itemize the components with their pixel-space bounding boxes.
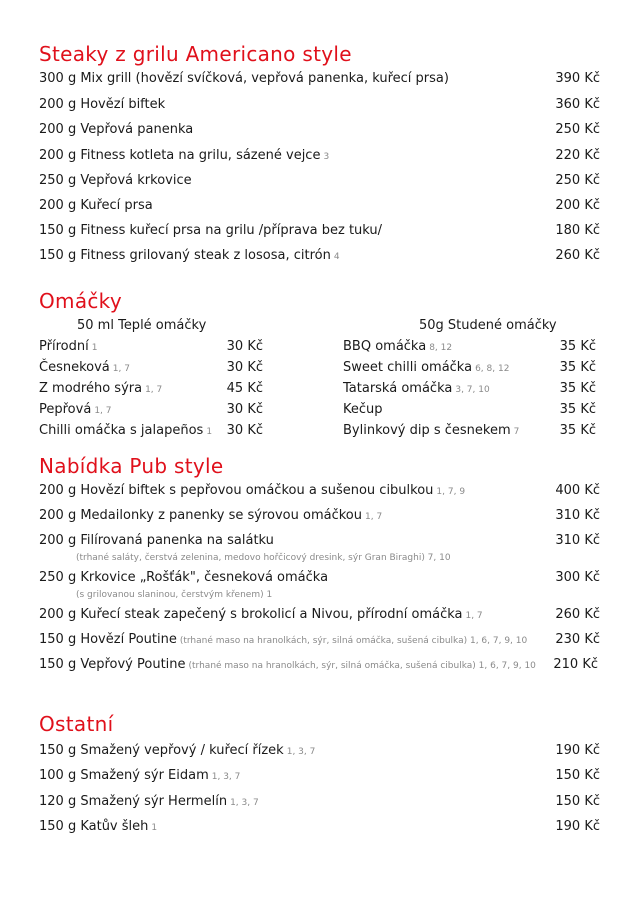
- item-price: 400 Kč: [555, 483, 600, 498]
- item-label: 150 g Fitness kuřecí prsa na grilu /příprava bez tuku/: [39, 223, 383, 238]
- sauce-label: BBQ omáčka: [343, 339, 427, 354]
- sauce-item: [39, 360, 263, 378]
- item-price: 260 Kč: [555, 248, 600, 263]
- menu-item: [39, 657, 600, 675]
- menu-item: [39, 794, 600, 812]
- menu-item: [39, 71, 600, 89]
- item-name: [39, 819, 157, 834]
- sauce-label: Chilli omáčka s jalapeños: [39, 423, 204, 438]
- item-label: 200 g Medailonky z panenky se sýrovou omáčkou: [39, 508, 363, 523]
- item-name: [39, 97, 165, 112]
- sauce-name: [39, 402, 112, 417]
- item-allergens: 1, 7: [365, 512, 383, 522]
- item-allergens: 1, 7, 9: [436, 487, 466, 497]
- item-allergens: 1, 3, 7: [211, 772, 241, 782]
- item-price: 150 Kč: [555, 768, 600, 783]
- sauce-name: [39, 423, 212, 438]
- sauce-item: [39, 402, 263, 420]
- item-label: 250 g Vepřová krkovice: [39, 173, 192, 188]
- item-label: 200 g Hovězí biftek s pepřovou omáčkou a sušenou cibulkou: [39, 483, 434, 498]
- item-allergens: 1, 3, 7: [230, 798, 259, 808]
- item-allergens: 3: [323, 152, 330, 162]
- sauce-label: Kečup: [343, 402, 383, 417]
- sauce-item: [343, 360, 596, 378]
- sauce-item: [39, 339, 263, 357]
- item-label: 150 g Hovězí Poutine: [39, 632, 177, 647]
- sauce-item: [343, 423, 596, 441]
- item-name: [39, 570, 328, 585]
- item-allergens: (trhané maso na hranolkách, sýr, silná omáčka, sušená cibulka) 1, 6, 7, 9, 10: [188, 661, 536, 671]
- sauce-allergens: 3, 7, 10: [455, 385, 490, 395]
- item-label: 200 g Kuřecí prsa: [39, 198, 153, 213]
- menu-item: [39, 570, 600, 588]
- item-name: [39, 607, 483, 622]
- sauce-label: Pepřová: [39, 402, 92, 417]
- sauce-allergens: 1, 7: [145, 385, 163, 395]
- menu-item: [39, 148, 600, 166]
- sauce-name: [39, 360, 130, 375]
- sauce-name: [343, 423, 519, 438]
- sauce-label: Česneková: [39, 360, 110, 375]
- sauce-item: [343, 339, 596, 357]
- item-name: [39, 122, 193, 137]
- sauce-allergens: 1: [206, 427, 213, 437]
- item-allergens: 1, 3, 7: [286, 747, 316, 757]
- sauce-label: Bylinkový dip s česnekem: [343, 423, 511, 438]
- menu-item: [39, 198, 600, 216]
- item-name: [39, 483, 465, 498]
- item-name: [39, 533, 274, 548]
- item-price: 150 Kč: [555, 794, 600, 809]
- sauce-name: [343, 360, 509, 375]
- item-name: [39, 632, 527, 647]
- item-allergens: (trhané maso na hranolkách, sýr, silná omáčka, sušená cibulka) 1, 6, 7, 9, 10: [179, 636, 528, 646]
- sauce-name: [39, 381, 162, 396]
- sauce-allergens: 7: [513, 427, 520, 437]
- section-title-steaks: Steaky z grilu Americano style: [39, 42, 352, 66]
- menu-item: [39, 819, 600, 837]
- sauce-allergens: 1, 7: [112, 364, 130, 374]
- item-name: [39, 794, 259, 809]
- menu-item: [39, 768, 600, 786]
- section-title-other: Ostatní: [39, 712, 114, 736]
- menu-item: [39, 223, 600, 241]
- menu-item: [39, 173, 600, 191]
- sauce-price: 35 Kč: [559, 360, 596, 375]
- item-price: 250 Kč: [555, 122, 600, 137]
- item-label: 300 g Mix grill (hovězí svíčková, vepřová panenka, kuřecí prsa): [39, 71, 449, 86]
- cold-sauces-heading: 50g Studené omáčky: [419, 318, 557, 333]
- sauce-label: Tatarská omáčka: [343, 381, 453, 396]
- sauce-item: [39, 381, 263, 399]
- sauce-label: Přírodní: [39, 339, 89, 354]
- sauce-name: [343, 402, 383, 417]
- sauce-label: Z modrého sýra: [39, 381, 143, 396]
- sauce-allergens: 6, 8, 12: [475, 364, 510, 374]
- item-note: (s grilovanou slaninou, čerstvým křenem) 1: [76, 590, 273, 600]
- sauce-allergens: 1, 7: [94, 406, 112, 416]
- sauce-price: 35 Kč: [559, 381, 596, 396]
- item-price: 230 Kč: [555, 632, 600, 647]
- sauce-allergens: 1: [91, 343, 98, 353]
- item-label: 150 g Fitness grilovaný steak z lososa, citrón: [39, 248, 331, 263]
- item-name: [39, 71, 449, 86]
- item-price: 220 Kč: [555, 148, 600, 163]
- sauce-price: 35 Kč: [559, 423, 596, 438]
- menu-item: [39, 97, 600, 115]
- item-note: (trhané saláty, čerstvá zelenina, medovo hořčicový dresink, sýr Gran Biraghi) 7, 10: [76, 553, 451, 563]
- item-price: 390 Kč: [555, 71, 600, 86]
- sauce-label: Sweet chilli omáčka: [343, 360, 473, 375]
- item-price: 300 Kč: [555, 570, 600, 585]
- sauce-price: 35 Kč: [559, 402, 596, 417]
- sauce-price: 30 Kč: [226, 402, 263, 417]
- menu-item: [39, 483, 600, 501]
- menu-item: [39, 508, 600, 526]
- item-label: 200 g Hovězí biftek: [39, 97, 166, 112]
- item-price: 190 Kč: [555, 819, 600, 834]
- item-name: [39, 657, 536, 672]
- item-price: 190 Kč: [555, 743, 600, 758]
- item-price: 180 Kč: [555, 223, 600, 238]
- sauce-name: [343, 339, 452, 354]
- item-price: 250 Kč: [555, 173, 600, 188]
- item-label: 150 g Vepřový Poutine: [39, 657, 186, 672]
- item-price: 200 Kč: [555, 198, 600, 213]
- menu-item: [39, 122, 600, 140]
- item-name: [39, 508, 382, 523]
- item-price: 360 Kč: [555, 97, 600, 112]
- sauce-name: [343, 381, 490, 396]
- item-name: [39, 248, 340, 263]
- menu-item: [39, 533, 600, 551]
- sauce-item: [343, 402, 596, 420]
- item-label: 200 g Fitness kotleta na grilu, sázené vejce: [39, 148, 321, 163]
- sauce-name: [39, 339, 97, 354]
- menu-item: [39, 607, 600, 625]
- menu-item: [39, 248, 600, 266]
- item-price: 210 Kč: [553, 657, 598, 672]
- sauce-price: 30 Kč: [226, 423, 263, 438]
- menu-item: [39, 632, 600, 650]
- item-label: 200 g Kuřecí steak zapečený s brokolicí a Nivou, přírodní omáčka: [39, 607, 463, 622]
- item-label: 150 g Smažený vepřový / kuřecí řízek: [39, 743, 284, 758]
- sauce-price: 30 Kč: [226, 339, 263, 354]
- item-label: 120 g Smažený sýr Hermelín: [39, 794, 228, 809]
- sauce-item: [39, 423, 263, 441]
- item-label: 150 g Katův šleh: [39, 819, 149, 834]
- item-name: [39, 768, 240, 783]
- section-title-pub: Nabídka Pub style: [39, 454, 224, 478]
- sauce-item: [343, 381, 596, 399]
- item-price: 260 Kč: [555, 607, 600, 622]
- warm-sauces-heading: 50 ml Teplé omáčky: [77, 318, 207, 333]
- menu-item: [39, 743, 600, 761]
- sauce-allergens: 8, 12: [429, 343, 453, 353]
- item-allergens: 4: [333, 252, 340, 262]
- item-name: [39, 198, 153, 213]
- sauce-price: 35 Kč: [559, 339, 596, 354]
- item-name: [39, 173, 192, 188]
- item-name: [39, 743, 315, 758]
- sauce-price: 30 Kč: [226, 360, 263, 375]
- section-title-sauces: Omáčky: [39, 289, 122, 313]
- item-allergens: 1, 7: [465, 611, 483, 621]
- sauce-price: 45 Kč: [226, 381, 263, 396]
- item-allergens: 1: [151, 823, 158, 833]
- item-label: 100 g Smažený sýr Eidam: [39, 768, 209, 783]
- item-name: [39, 223, 382, 238]
- item-name: [39, 148, 329, 163]
- item-label: 250 g Krkovice „Rošťák", česneková omáčka: [39, 570, 329, 585]
- item-label: 200 g Filírovaná panenka na salátku: [39, 533, 274, 548]
- item-price: 310 Kč: [555, 508, 600, 523]
- item-price: 310 Kč: [555, 533, 600, 548]
- item-label: 200 g Vepřová panenka: [39, 122, 194, 137]
